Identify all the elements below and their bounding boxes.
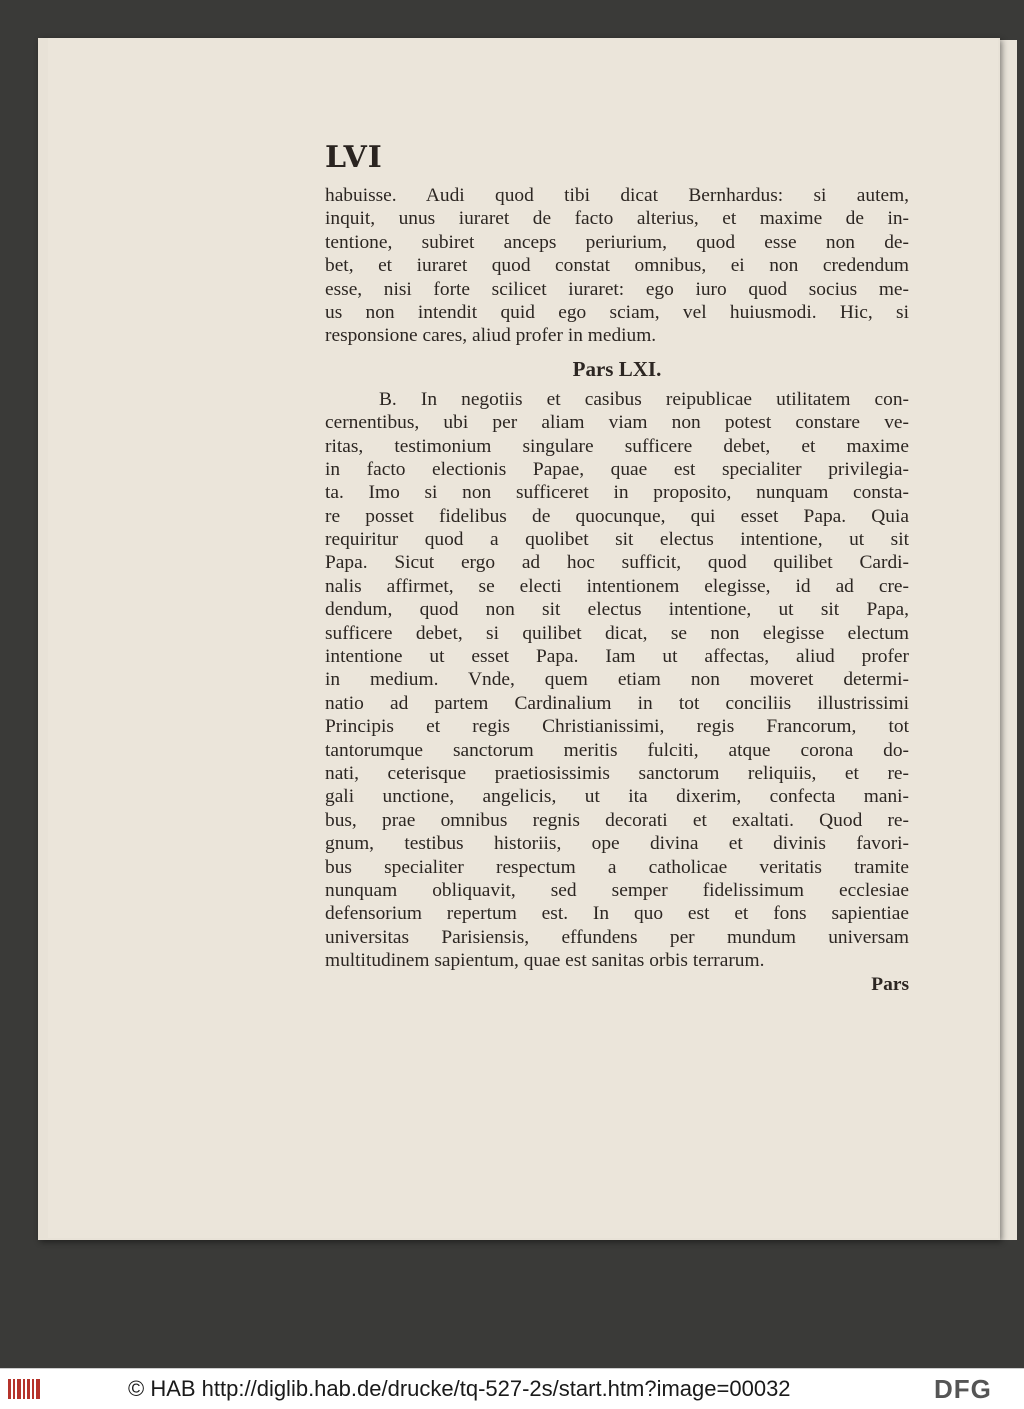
text-line: ritas, testimonium singulare sufficere debet, et maxime (325, 435, 909, 457)
viewer-footer (0, 1368, 1024, 1409)
copyright-link[interactable]: © HAB http://diglib.hab.de/drucke/tq-527-2s/start.htm?image=00032 (128, 1376, 791, 1401)
text-line: dendum, quod non sit electus intentione, ut sit Papa, (325, 599, 909, 621)
text-line: in medium. Vnde, quem etiam non moveret determi- (325, 669, 909, 691)
text-line: re posset fidelibus de quocunque, qui esset Papa. Quia (325, 505, 909, 527)
text-line: in facto electionis Papae, quae est specialiter privilegia- (325, 458, 909, 480)
text-line: us non intendit quid ego sciam, vel huiusmodi. Hic, si (325, 301, 909, 323)
text-line: ta. Imo si non sufficeret in proposito, nunquam consta- (325, 482, 909, 504)
text-line: Principis et regis Christianissimi, regis Francorum, tot (325, 716, 909, 738)
text-line: defensorium repertum est. In quo est et fons sapientiae (325, 903, 909, 925)
text-line: intentione ut esset Papa. Iam ut affectas, aliud profer (325, 646, 909, 668)
text-line: gali unctione, angelicis, ut ita dixerim, confecta mani- (325, 786, 909, 808)
text-line: Papa. Sicut ergo ad hoc sufficit, quod quilibet Cardi- (325, 552, 909, 574)
dfg-logo: DFG (934, 1374, 992, 1404)
text-line: nati, ceterisque praetiosissimis sanctorum reliquiis, et re- (325, 762, 909, 784)
text-line: habuisse. Audi quod tibi dicat Bernhardus: si autem, (325, 185, 909, 206)
page-header-numeral: LVI (325, 140, 383, 175)
text-line: sufficere debet, si quilibet dicat, se non elegisse electum (325, 622, 909, 644)
text-line: nunquam obliquavit, sed semper fidelissimum ecclesiae (325, 879, 909, 901)
text-line: multitudinem sapientum, quae est sanitas orbis terrarum. (325, 950, 765, 972)
section-title: Pars LXI. (572, 356, 662, 381)
text-line: gnum, testibus historiis, ope divina et divinis favori- (325, 833, 909, 855)
text-line: universitas Parisiensis, effundens per mundum universam (325, 926, 909, 948)
text-line: natio ad partem Cardinalium in tot conciliis illustrissimi (325, 692, 909, 714)
barcode-logo-icon (8, 1377, 42, 1401)
text-line: requiritur quod a quolibet sit electus intentione, ut sit (325, 529, 909, 551)
text-line: B. In negotiis et casibus reipublicae utilitatem con- (379, 388, 909, 410)
catchword: Pars (871, 973, 909, 995)
text-line: tentione, subiret anceps periurium, quod esse non de- (325, 231, 909, 253)
text-line: bus specialiter respectum a catholicae veritatis tramite (325, 856, 909, 878)
text-line: bus, prae omnibus regnis decorati et exaltati. Quod re- (325, 809, 909, 831)
text-line: responsione cares, aliud profer in medium. (325, 325, 657, 347)
text-line: esse, nisi forte scilicet iuraret: ego iuro quod socius me- (325, 278, 909, 300)
text-line: tantorumque sanctorum meritis fulciti, atque corona do- (325, 739, 909, 761)
page-text (325, 184, 909, 997)
text-line: nalis affirmet, se electi intentionem elegisse, id ad cre- (325, 575, 909, 597)
text-line: bet, et iuraret quod constat omnibus, ei non credendum (325, 255, 909, 277)
text-line: cernentibus, ubi per aliam viam non potest constare ve- (325, 412, 909, 434)
text-line: inquit, unus iuraret de facto alterius, et maxime de in- (325, 208, 909, 230)
